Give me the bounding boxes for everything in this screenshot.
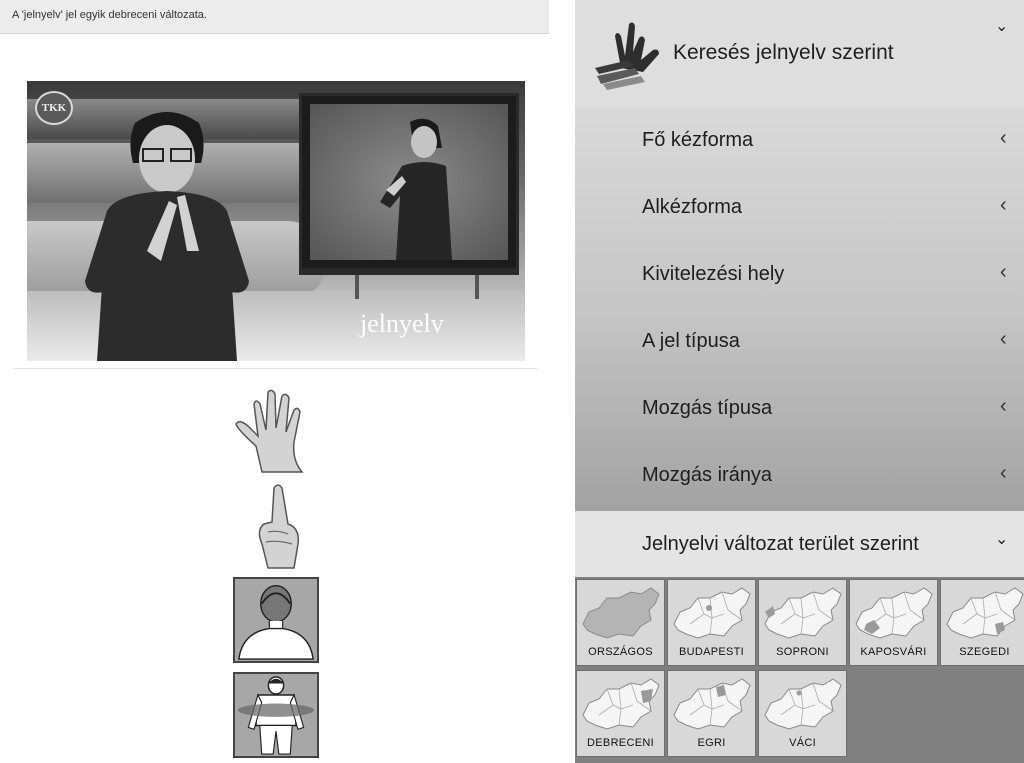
region-tile-kaposvari[interactable] [849, 579, 938, 666]
region-label: ORSZÁGOS [588, 646, 653, 658]
search-title: Keresés jelnyelv szerint [673, 41, 894, 64]
region-tile-budapesti[interactable] [667, 579, 756, 666]
filter-list [575, 108, 1024, 511]
region-tile-szegedi[interactable] [940, 579, 1024, 666]
divider [13, 368, 537, 369]
monitor-image [310, 104, 508, 260]
region-section-header[interactable] [575, 511, 1024, 577]
hungary-map-icon [761, 675, 845, 733]
tkk-logo: TKK [35, 91, 73, 125]
sign-video[interactable] [27, 81, 525, 361]
region-label: DEBRECENI [587, 737, 654, 749]
filter-main-handshape[interactable] [575, 108, 1024, 175]
filter-label: Fő kézforma [642, 129, 754, 151]
region-title: Jelnyelvi változat terület szerint [642, 533, 919, 555]
open-hand-handshape-icon [232, 386, 312, 474]
region-label: KAPOSVÁRI [860, 646, 927, 658]
filter-sub-handshape[interactable] [575, 175, 1024, 242]
monitor-presenter-figure [310, 104, 508, 260]
filter-movement-type[interactable] [575, 376, 1024, 443]
video-caption: A 'jelnyelv' jel egyik debreceni változata. [12, 9, 207, 21]
chevron-left-icon: ‹ [1000, 462, 1007, 484]
region-label: SZEGEDI [959, 646, 1010, 658]
chevron-down-icon[interactable]: ⌄ [995, 531, 1009, 548]
filter-sign-type[interactable] [575, 309, 1024, 376]
caption-bar [0, 0, 549, 34]
search-header[interactable] [575, 0, 1024, 108]
region-label: SOPRONI [776, 646, 829, 658]
region-label: BUDAPESTI [678, 646, 745, 658]
chevron-left-icon: ‹ [1000, 261, 1007, 283]
region-tile-egri[interactable] [667, 670, 756, 757]
chevron-left-icon: ‹ [1000, 127, 1007, 149]
filter-label: A jel típusa [642, 330, 740, 352]
hungary-map-icon [579, 584, 663, 642]
region-tile-vaci[interactable] [758, 670, 847, 757]
filter-label: Mozgás iránya [642, 464, 773, 486]
chevron-left-icon: ‹ [1000, 328, 1007, 350]
filter-label: Alkézforma [642, 196, 743, 218]
region-label: EGRI [697, 737, 726, 749]
face-location-icon [233, 577, 319, 663]
chevron-left-icon: ‹ [1000, 194, 1007, 216]
hungary-map-icon [670, 584, 754, 642]
video-watermark: jelnyelv [360, 309, 444, 338]
chevron-down-icon[interactable]: ⌄ [995, 18, 1009, 35]
filter-label: Mozgás típusa [642, 397, 773, 419]
chest-location-icon [233, 672, 319, 758]
sign-hand-logo-icon [595, 18, 665, 90]
region-tile-debreceni[interactable] [576, 670, 665, 757]
chevron-left-icon: ‹ [1000, 395, 1007, 417]
studio-monitor [299, 93, 519, 271]
presenter-figure [77, 101, 257, 361]
region-label: VÁCI [789, 737, 816, 749]
filter-label: Kivitelezési hely [642, 263, 785, 285]
filter-movement-direction[interactable] [575, 443, 1024, 510]
filter-location[interactable] [575, 242, 1024, 309]
hungary-map-icon [579, 675, 663, 733]
index-finger-handshape-icon [254, 482, 304, 570]
hungary-map-icon [761, 584, 845, 642]
hungary-map-icon [852, 584, 936, 642]
monitor-stand [299, 271, 519, 299]
search-panel [575, 0, 1024, 763]
region-tile-soproni[interactable] [758, 579, 847, 666]
hungary-map-icon [670, 675, 754, 733]
hungary-map-icon [943, 584, 1024, 642]
region-tile-orszagos[interactable] [576, 579, 665, 666]
